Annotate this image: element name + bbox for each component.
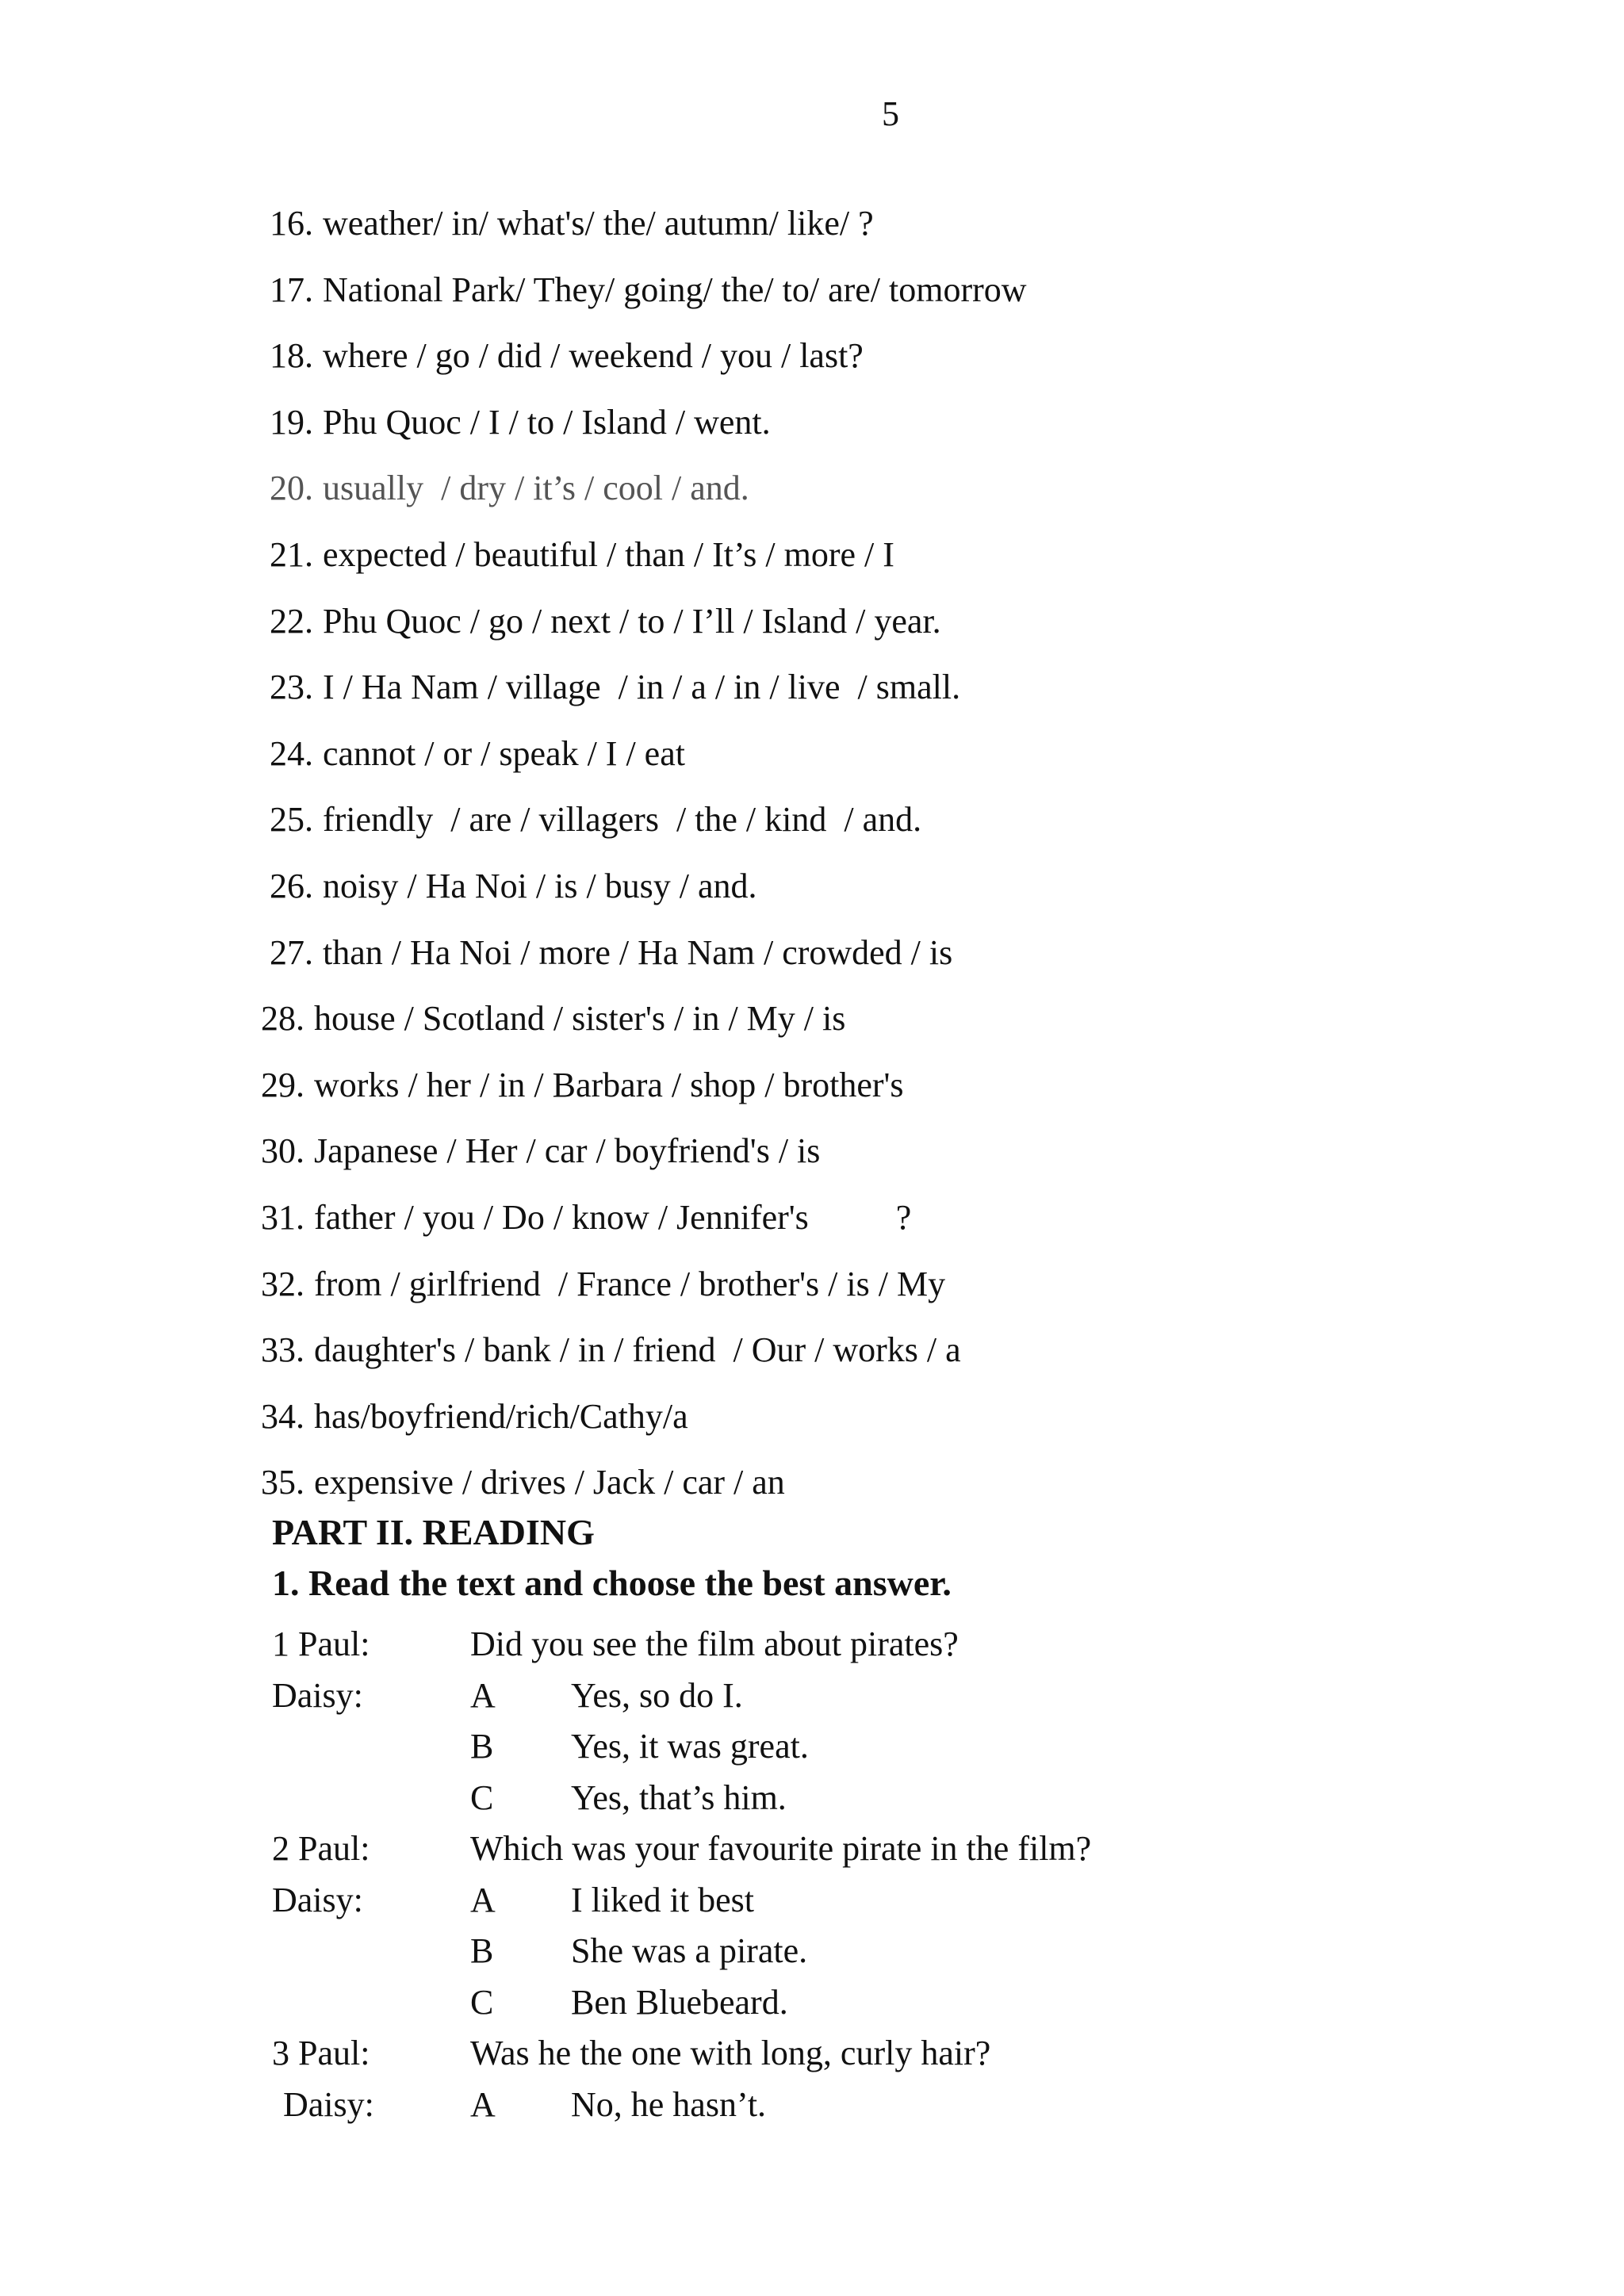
exercise-number: 25. (270, 800, 313, 840)
answer-option (272, 2080, 1541, 2131)
exercise-text: father / you / Do / know / Jennifer's ? (314, 1197, 912, 1237)
exercise-item (261, 1251, 1538, 1318)
exercise-item (270, 455, 1538, 522)
exercise-item (270, 522, 1538, 588)
task-heading: 1. Read the text and choose the best answer. (272, 1563, 952, 1603)
exercise-item (270, 588, 1538, 655)
option-text: Ben Bluebeard. (571, 1982, 788, 2022)
exercise-item (270, 721, 1538, 787)
exercise-text: expensive / drives / Jack / car / an (314, 1463, 785, 1502)
exercise-number: 27. (270, 932, 313, 972)
exercise-text: where / go / did / weekend / you / last? (323, 336, 864, 376)
exercise-item (261, 1449, 1538, 1516)
exercise-number: 26. (270, 866, 313, 905)
exercise-text: usually / dry / it’s / cool / and. (323, 469, 749, 508)
option-letter: B (470, 1727, 494, 1766)
exercise-item (261, 1184, 1538, 1251)
option-letter: A (470, 1880, 496, 1919)
exercise-text: Phu Quoc / go / next / to / I’ll / Island / year. (323, 601, 941, 641)
exercise-item (261, 1317, 1538, 1383)
question-line (272, 1619, 1541, 1670)
option-text: No, he hasn’t. (571, 2084, 767, 2124)
exercise-text: expected / beautiful / than / It’s / more / I (323, 534, 894, 574)
option-text: I liked it best (571, 1880, 754, 1919)
speaker-label: Daisy: (283, 2084, 374, 2124)
option-letter: A (470, 2084, 496, 2124)
exercise-number: 30. (261, 1131, 304, 1171)
question-text: Was he the one with long, curly hair? (470, 2034, 991, 2072)
exercise-number: 21. (270, 534, 313, 574)
exercise-item (270, 786, 1538, 853)
exercise-text: friendly / are / villagers / the / kind / and. (323, 800, 922, 840)
exercise-number: 29. (261, 1065, 304, 1104)
exercise-text: has/boyfriend/rich/Cathy/a (314, 1396, 688, 1436)
option-letter: C (470, 1982, 494, 2022)
exercise-text: weather/ in/ what's/ the/ autumn/ like/ ? (323, 204, 874, 243)
exercise-item (261, 1383, 1538, 1450)
exercise-number: 19. (270, 402, 313, 442)
option-text: Yes, it was great. (571, 1727, 809, 1766)
exercise-item (270, 853, 1538, 920)
exercise-text: Phu Quoc / I / to / Island / went. (323, 402, 771, 442)
question-text: Which was your favourite pirate in the film? (470, 1829, 1092, 1868)
speaker-label: 3 Paul: (272, 2034, 370, 2072)
exercise-item (261, 985, 1538, 1052)
answer-option (272, 1721, 1541, 1773)
exercise-number: 22. (270, 601, 313, 641)
exercise-text: I / Ha Nam / village / in / a / in / live / small. (323, 668, 961, 707)
speaker-label: Daisy: (272, 1675, 363, 1715)
exercise-text: works / her / in / Barbara / shop / brother's (314, 1065, 904, 1104)
exercise-text: National Park/ They/ going/ the/ to/ are/ tomorrow (323, 270, 1027, 309)
question-line (272, 1823, 1541, 1875)
exercise-text: than / Ha Noi / more / Ha Nam / crowded / is (323, 932, 953, 972)
exercise-number: 24. (270, 733, 313, 773)
exercise-number: 34. (261, 1396, 304, 1436)
option-text: Yes, so do I. (571, 1675, 743, 1715)
exercise-text: noisy / Ha Noi / is / busy / and. (323, 866, 757, 905)
exercise-text: cannot / or / speak / I / eat (323, 733, 685, 773)
exercise-item (270, 190, 1538, 257)
exercise-item (270, 389, 1538, 456)
exercise-number: 17. (270, 270, 313, 309)
answer-option (272, 1875, 1541, 1927)
exercise-number: 33. (261, 1330, 304, 1370)
exercise-item (261, 1052, 1538, 1119)
exercise-text: from / girlfriend / France / brother's / is / My (314, 1264, 946, 1303)
answer-option (272, 1977, 1541, 2029)
exercise-item (270, 257, 1538, 323)
exercise-number: 18. (270, 336, 313, 376)
exercise-number: 31. (261, 1197, 304, 1237)
option-text: She was a pirate. (571, 1931, 808, 1970)
exercise-number: 16. (270, 204, 313, 243)
answer-option (272, 1773, 1541, 1824)
exercise-number: 20. (270, 469, 313, 508)
answer-option (272, 1670, 1541, 1722)
page-number: 5 (882, 94, 899, 133)
exercise-item (270, 920, 1538, 986)
exercise-number: 35. (261, 1463, 304, 1502)
speaker-label: 2 Paul: (272, 1829, 370, 1868)
option-letter: A (470, 1675, 496, 1715)
speaker-label: Daisy: (272, 1880, 363, 1919)
option-letter: C (470, 1777, 494, 1817)
exercise-item (270, 654, 1538, 721)
question-text: Did you see the film about pirates? (470, 1624, 959, 1663)
exercise-item (270, 323, 1538, 389)
reading-dialogue (272, 1619, 1541, 2130)
exercise-number: 28. (261, 999, 304, 1039)
option-text: Yes, that’s him. (571, 1777, 787, 1817)
exercise-text: Japanese / Her / car / boyfriend's / is (314, 1131, 821, 1171)
option-letter: B (470, 1931, 494, 1970)
exercise-text: house / Scotland / sister's / in / My / is (314, 999, 846, 1039)
part-heading: PART II. READING (272, 1512, 595, 1552)
exercise-number: 32. (261, 1264, 304, 1303)
question-line (272, 2028, 1541, 2080)
exercise-item (261, 1118, 1538, 1184)
exercise-text: daughter's / bank / in / friend / Our / works / a (314, 1330, 961, 1370)
exercise-list (261, 190, 1538, 1516)
answer-option (272, 1926, 1541, 1977)
exercise-number: 23. (270, 668, 313, 707)
speaker-label: 1 Paul: (272, 1624, 370, 1663)
